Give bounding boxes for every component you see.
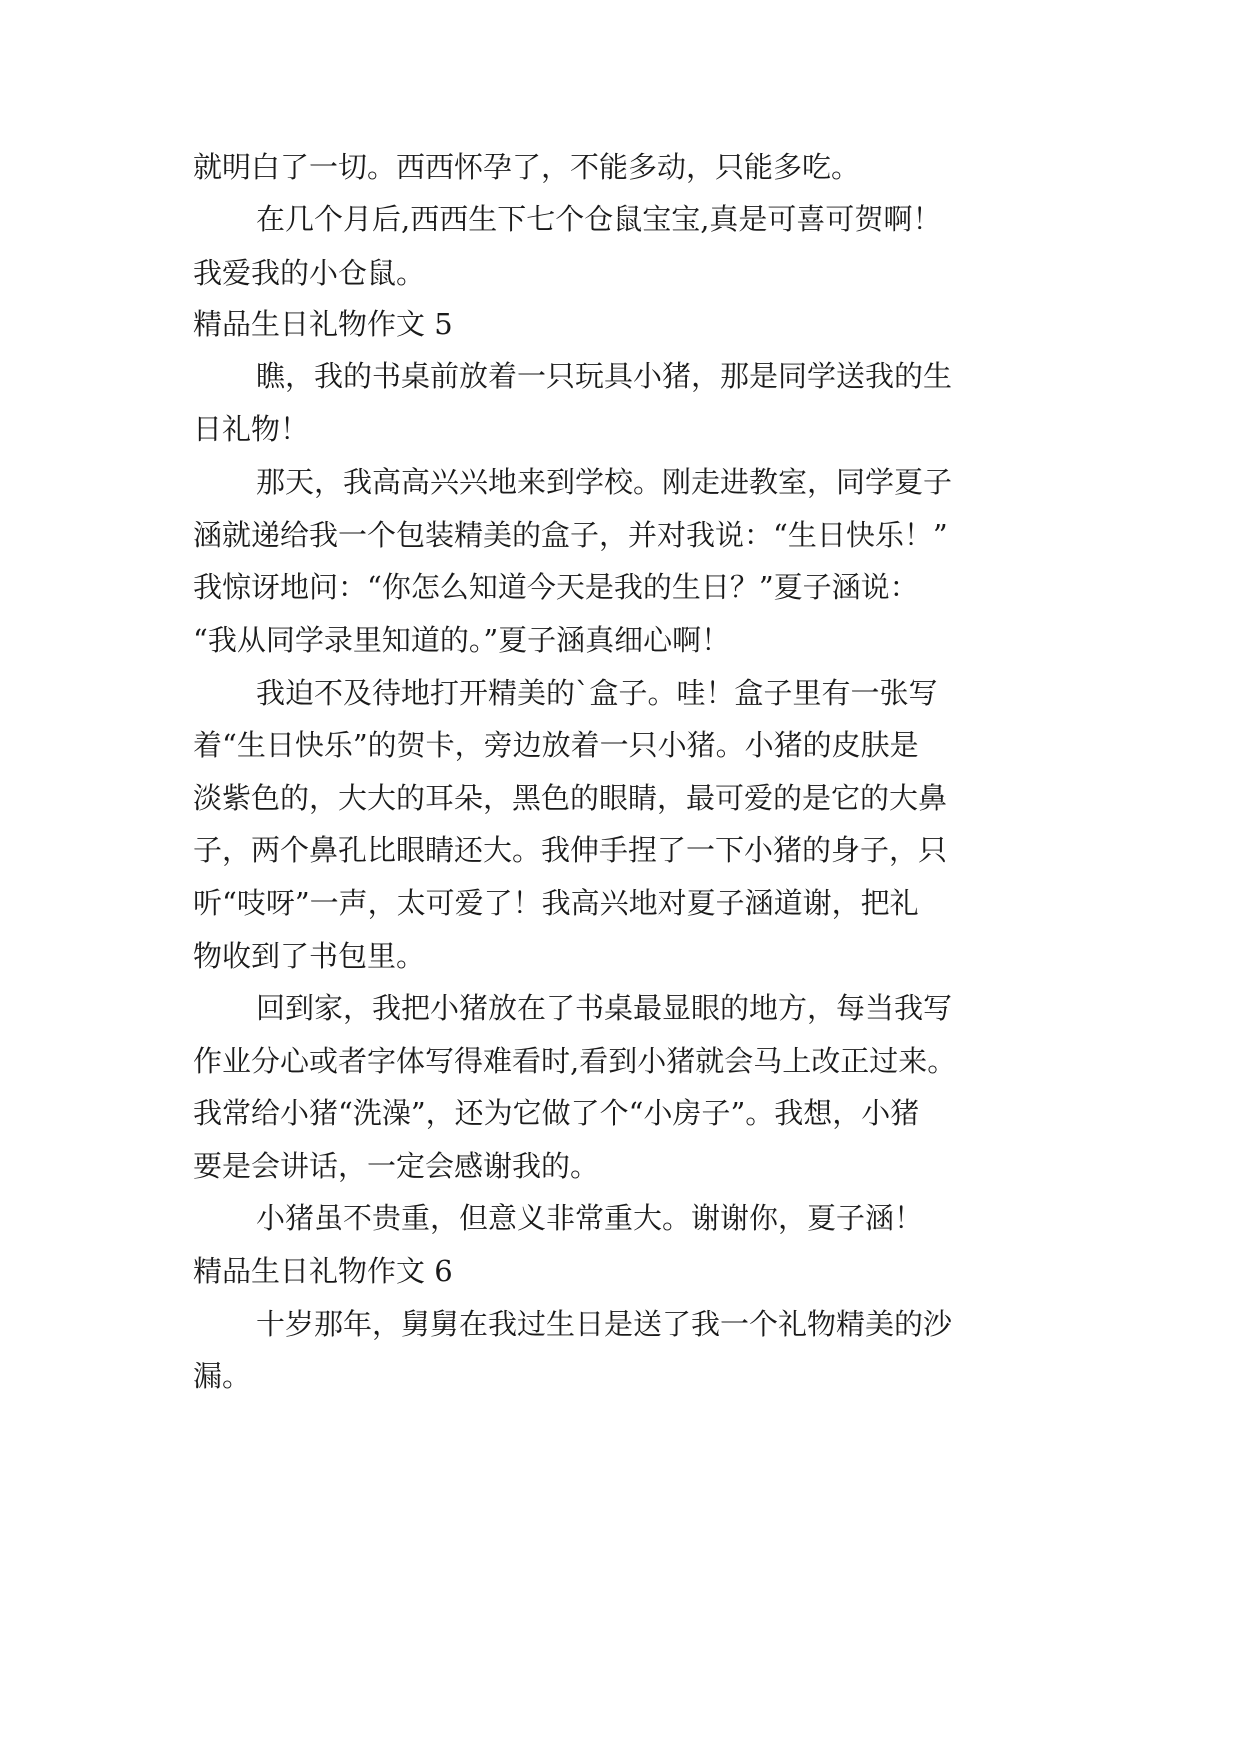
paragraph-line: 十岁那年，舅舅在我过生日是送了我一个礼物精美的沙 bbox=[256, 1307, 953, 1341]
paragraph-line: 在几个月后,西西生下七个仓鼠宝宝,真是可喜可贺啊！ bbox=[256, 202, 942, 236]
paragraph-line: 漏。 bbox=[193, 1359, 252, 1393]
document-page bbox=[193, 0, 1053, 1754]
paragraph-line: “我从同学录里知道的。”夏子涵真细心啊！ bbox=[193, 623, 731, 657]
section-heading: 精品生日礼物作文 5 bbox=[193, 307, 453, 341]
section-heading: 精品生日礼物作文 6 bbox=[193, 1254, 453, 1288]
paragraph-line: 我迫不及待地打开精美的`盒子。哇！盒子里有一张写 bbox=[256, 676, 938, 710]
paragraph-line: 我爱我的小仓鼠。 bbox=[193, 256, 426, 290]
paragraph-line: 淡紫色的，大大的耳朵，黑色的眼睛，最可爱的是它的大鼻 bbox=[193, 781, 948, 815]
paragraph-line: 我常给小猪“洗澡”，还为它做了个“小房子”。我想，小猪 bbox=[193, 1096, 920, 1130]
paragraph-line: 回到家，我把小猪放在了书桌最显眼的地方，每当我写 bbox=[256, 991, 953, 1025]
paragraph-line: 作业分心或者字体写得难看时,看到小猪就会马上改正过来。 bbox=[193, 1044, 957, 1078]
paragraph-line: 涵就递给我一个包装精美的盒子，并对我说：“生日快乐！” bbox=[193, 518, 948, 552]
paragraph-line: 要是会讲话，一定会感谢我的。 bbox=[193, 1149, 600, 1183]
paragraph-line: 小猪虽不贵重，但意义非常重大。谢谢你，夏子涵！ bbox=[256, 1201, 924, 1235]
paragraph-line: 就明白了一切。西西怀孕了，不能多动，只能多吃。 bbox=[193, 150, 861, 184]
paragraph-line: 日礼物！ bbox=[193, 412, 310, 446]
paragraph-line: 那天，我高高兴兴地来到学校。刚走进教室，同学夏子 bbox=[256, 465, 953, 499]
paragraph-line: 听“吱呀”一声，太可爱了！我高兴地对夏子涵道谢，把礼 bbox=[193, 886, 919, 920]
paragraph-line: 物收到了书包里。 bbox=[193, 939, 426, 973]
paragraph-line: 着“生日快乐”的贺卡，旁边放着一只小猪。小猪的皮肤是 bbox=[193, 728, 919, 762]
paragraph-line: 子，两个鼻孔比眼睛还大。我伸手捏了一下小猪的身子，只 bbox=[193, 833, 948, 867]
paragraph-line: 瞧，我的书桌前放着一只玩具小猪，那是同学送我的生 bbox=[256, 359, 953, 393]
paragraph-line: 我惊讶地问：“你怎么知道今天是我的生日？”夏子涵说： bbox=[193, 570, 919, 604]
